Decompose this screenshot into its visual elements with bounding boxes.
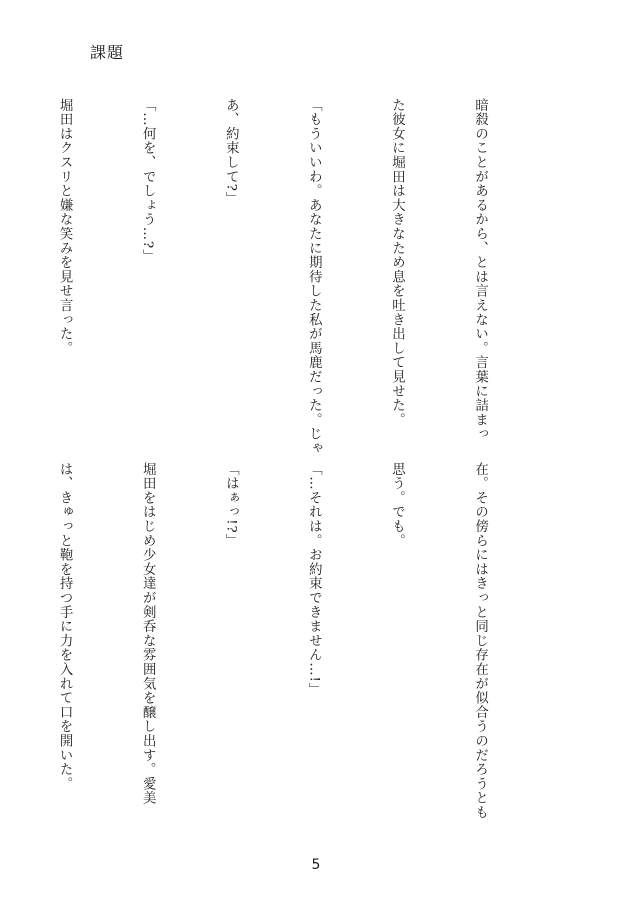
- text-column: た彼女に堀田は大きなため息を吐き出して見せた。: [389, 98, 405, 427]
- text-column: あ、約束して?」: [223, 98, 239, 207]
- text-column: 思う。でも。: [389, 462, 405, 548]
- text-column: 「もういいわ。あなたに期待した私が馬鹿だった。じゃ: [306, 98, 322, 456]
- chapter-title: 課題: [90, 43, 125, 62]
- text-column: 堀田はクスリと嫌な笑みを見せ言った。: [57, 98, 73, 356]
- text-column: 堀田をはじめ少女達が剣呑な雰囲気を醸し出す。愛美: [140, 462, 156, 806]
- page-number: 5: [311, 857, 321, 873]
- text-column: 「…それは。お約束できません…!」: [306, 462, 322, 698]
- text-column: 暗殺のことがあるから、とは言えない。言葉に詰まっ: [472, 98, 488, 442]
- text-column: 在。その傍らにはきっと同じ存在が似合うのだろうとも: [472, 462, 488, 820]
- text-column: は、きゅっと鞄を持つ手に力を入れて口を開いた。: [57, 462, 73, 791]
- upper-text-block: [0, 98, 549, 456]
- text-column: 「…何を、でしょう…?」: [140, 98, 156, 264]
- text-column: 「はぁっ!?」: [223, 462, 239, 548]
- lower-text-block: [0, 462, 549, 820]
